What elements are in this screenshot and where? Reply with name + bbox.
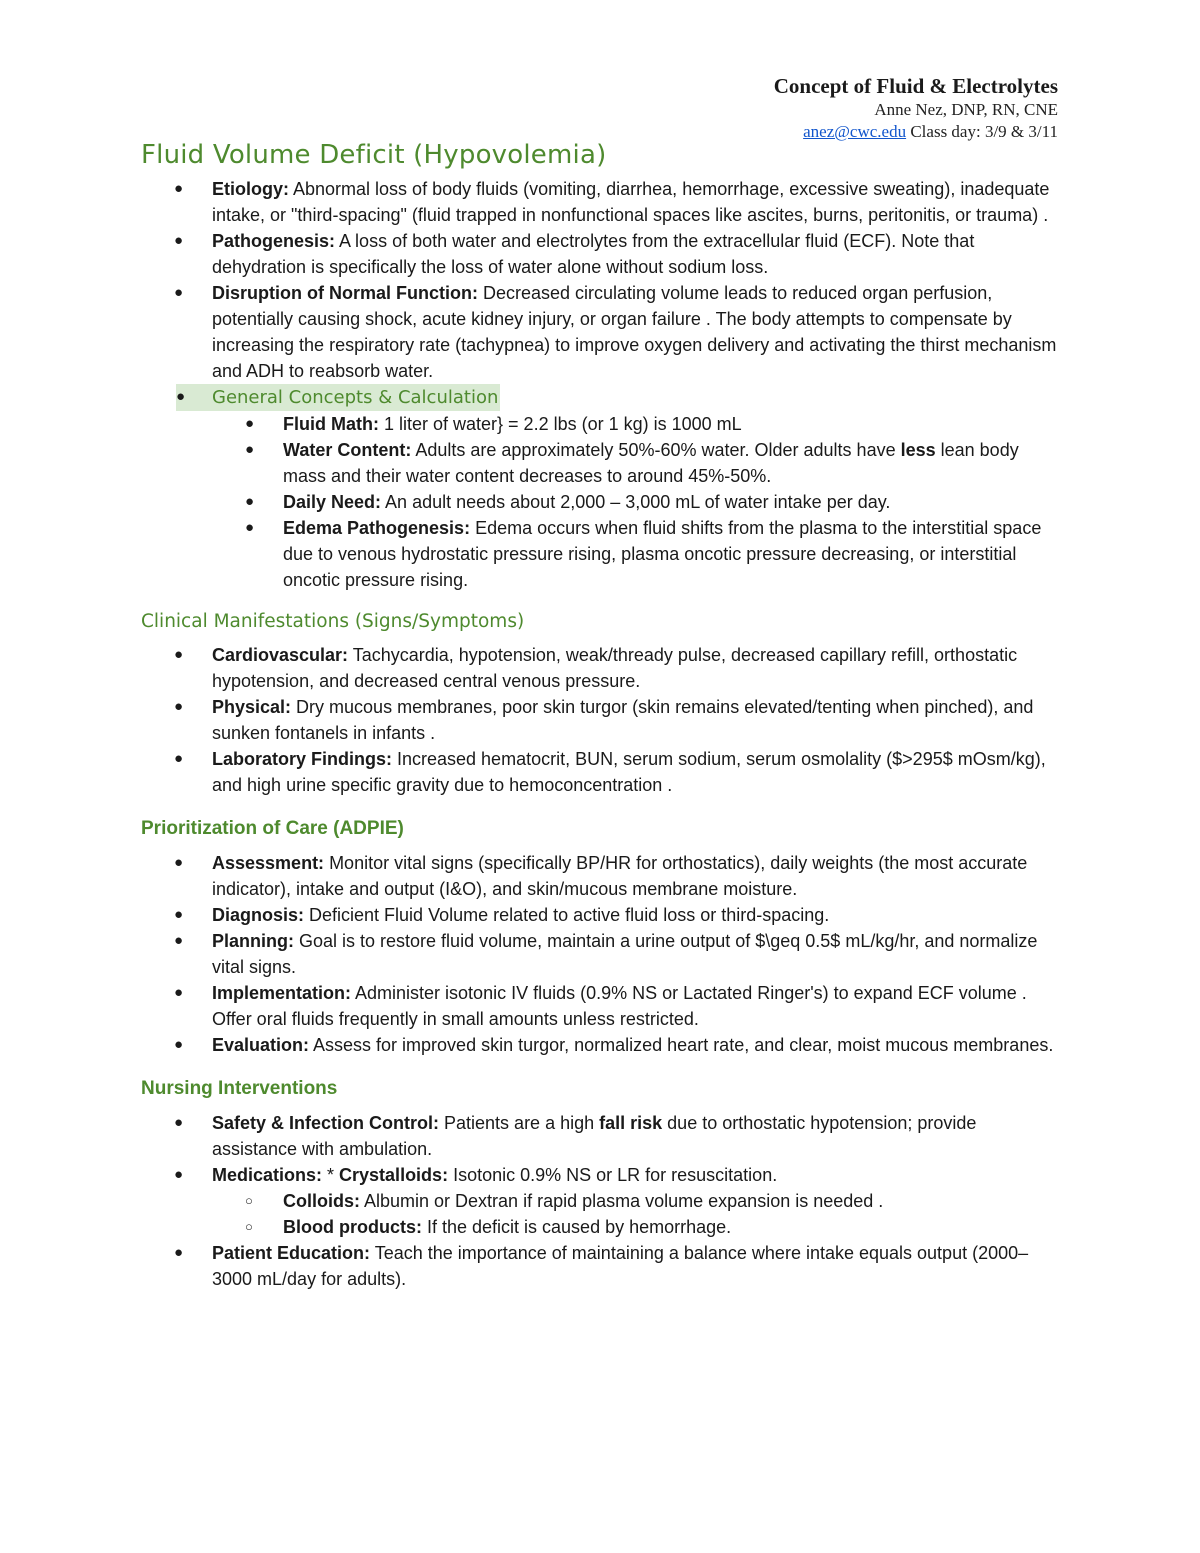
item-emphasis: fall risk [599, 1113, 663, 1133]
document-title: Concept of Fluid & Electrolytes [773, 74, 1058, 98]
general-concepts-heading: General Concepts & Calculation [212, 387, 499, 408]
section-heading-clinical: Clinical Manifestations (Signs/Symptoms) [141, 611, 525, 632]
item-text: Abnormal loss of body fluids (vomiting, diarrhea, hemorrhage, excessive sweating), inadequate intake, or "third-spacing" (fluid trapped in nonfunctional spaces like ascites, burns, peritonitis, or trauma) . [212, 179, 1050, 225]
item-label: Pathogenesis: [212, 231, 336, 251]
bullet-icon: ● [245, 441, 255, 458]
list-item [141, 642, 1061, 694]
item-label: Diagnosis: [212, 905, 305, 925]
item-text: Teach the importance of maintaining a balance where intake equals output (2000–3000 mL/day for adults). [212, 1243, 1029, 1289]
list-item [141, 980, 1061, 1032]
item-text: A loss of both water and electrolytes from the extracellular fluid (ECF). Note that dehydration is specifically the loss of water alone without sodium loss. [212, 231, 975, 277]
list-item [141, 1032, 1061, 1058]
hollow-bullet-icon: ○ [245, 1193, 253, 1208]
general-concepts-item [141, 384, 1061, 411]
item-label: Laboratory Findings: [212, 749, 392, 769]
item-label: Patient Education: [212, 1243, 371, 1263]
bullet-icon: ● [174, 1244, 184, 1261]
item-label: Water Content: [283, 440, 412, 460]
item-text: Adults are approximately 50%-60% water. Older adults have [411, 440, 901, 460]
list-item [141, 411, 1061, 437]
list-item [141, 850, 1061, 902]
bullet-icon: ● [174, 180, 184, 197]
hollow-bullet-icon: ○ [245, 1219, 253, 1234]
item-label: Assessment: [212, 853, 325, 873]
item-text: Increased hematocrit, BUN, serum sodium, serum osmolality ($>295$ mOsm/kg), and high urine specific gravity due to hemoconcentration . [212, 749, 1046, 795]
item-label: Daily Need: [283, 492, 382, 512]
item-label: Physical: [212, 697, 292, 717]
item-text: Tachycardia, hypotension, weak/thready pulse, decreased capillary refill, orthostatic hypotension, and decreased central venous pressure. [212, 645, 1018, 691]
item-emphasis: Crystalloids: [339, 1165, 449, 1185]
item-text: Isotonic 0.9% NS or LR for resuscitation. [448, 1165, 778, 1185]
item-label: Etiology: [212, 179, 289, 199]
bullet-icon: ● [174, 1166, 184, 1183]
bullet-icon: ● [245, 415, 255, 432]
bullet-icon: ● [174, 932, 184, 949]
list-item [141, 1162, 1061, 1188]
item-text: An adult needs about 2,000 – 3,000 mL of water intake per day. [381, 492, 891, 512]
item-label: Planning: [212, 931, 294, 951]
item-label: Fluid Math: [283, 414, 379, 434]
item-label: Evaluation: [212, 1035, 310, 1055]
list-item [141, 694, 1061, 746]
item-label: Implementation: [212, 983, 352, 1003]
bullet-icon: ● [176, 388, 186, 405]
section-heading-adpie: Prioritization of Care (ADPIE) [141, 818, 404, 839]
bullet-icon: ● [245, 493, 255, 510]
document-header [774, 73, 1058, 143]
item-text: Goal is to restore fluid volume, maintain a urine output of $\geq 0.5$ mL/kg/hr, and normalize vital signs. [212, 931, 1038, 977]
item-text: Dry mucous membranes, poor skin turgor (skin remains elevated/tenting when pinched), and sunken fontanels in infants . [212, 697, 1034, 743]
item-label: Medications: [212, 1165, 323, 1185]
list-item [141, 928, 1061, 980]
item-text: 1 liter of water} = 2.2 lbs (or 1 kg) is 1000 mL [378, 414, 742, 434]
list-item [141, 437, 1061, 489]
bullet-icon: ● [174, 698, 184, 715]
hypovolemia-list [141, 176, 1061, 593]
item-text: Deficient Fluid Volume related to active fluid loss or third-spacing. [304, 905, 830, 925]
list-item [141, 902, 1061, 928]
bullet-icon: ● [174, 1036, 184, 1053]
bullet-icon: ● [245, 519, 255, 536]
list-item [141, 746, 1061, 798]
list-item [141, 1110, 1061, 1162]
bullet-icon: ● [174, 854, 184, 871]
item-label: Disruption of Normal Function: [212, 283, 478, 303]
section-heading-interventions: Nursing Interventions [141, 1078, 338, 1099]
item-text: Edema occurs when fluid shifts from the plasma to the interstitial space due to venous hydrostatic pressure rising, plasma oncotic pressure decreasing, or interstitial oncotic pressure rising. [283, 518, 1042, 590]
author-line: Anne Nez, DNP, RN, CNE [874, 100, 1058, 119]
list-item [141, 515, 1061, 593]
item-text: Albumin or Dextran if rapid plasma volume expansion is needed . [360, 1191, 884, 1211]
item-label: Blood products: [283, 1217, 422, 1237]
item-text: lean body mass and their water content decreases to around 45%-50%. [283, 440, 1019, 486]
item-label: Cardiovascular: [212, 645, 349, 665]
list-item [141, 1240, 1061, 1292]
item-label: Edema Pathogenesis: [283, 518, 471, 538]
item-text: Decreased circulating volume leads to reduced organ perfusion, potentially causing shock, acute kidney injury, or organ failure . The body attempts to compensate by increasing the respiratory rate (tachypnea) to improve oxygen delivery and activating the thirst mechanism and ADH to reabsorb water. [212, 283, 1057, 381]
class-day: Class day: 3/9 & 3/11 [906, 122, 1058, 141]
item-text: due to orthostatic hypotension; provide assistance with ambulation. [212, 1113, 977, 1159]
item-text: Assess for improved skin turgor, normalized heart rate, and clear, moist mucous membranes. [309, 1035, 1054, 1055]
item-label: Colloids: [283, 1191, 360, 1211]
item-text: Monitor vital signs (specifically BP/HR for orthostatics), daily weights (the most accurate indicator), intake and output (I&O), and skin/mucous membrane moisture. [212, 853, 1028, 899]
section-heading-hypovolemia: Fluid Volume Deficit (Hypovolemia) [141, 140, 607, 170]
document-body [141, 140, 1061, 1292]
interventions-list [141, 1110, 1061, 1292]
adpie-list [141, 850, 1061, 1058]
item-text: * [322, 1165, 340, 1185]
email-link[interactable]: anez@cwc.edu [803, 122, 907, 141]
list-item [141, 228, 1061, 280]
clinical-list [141, 642, 1061, 798]
list-item [141, 489, 1061, 515]
item-text: If the deficit is caused by hemorrhage. [421, 1217, 732, 1237]
bullet-icon: ● [174, 646, 184, 663]
bullet-icon: ● [174, 750, 184, 767]
bullet-icon: ● [174, 232, 184, 249]
item-text: Administer isotonic IV fluids (0.9% NS or Lactated Ringer's) to expand ECF volume . Offer oral fluids frequently in small amounts unless restricted. [212, 983, 1027, 1029]
bullet-icon: ● [174, 906, 184, 923]
bullet-icon: ● [174, 1114, 184, 1131]
list-item [141, 1214, 1061, 1240]
item-emphasis: less [900, 440, 936, 460]
item-label: Safety & Infection Control: [212, 1113, 440, 1133]
item-text: Patients are a high [439, 1113, 600, 1133]
bullet-icon: ● [174, 984, 184, 1001]
list-item [141, 1188, 1061, 1214]
list-item [141, 280, 1061, 384]
list-item [141, 176, 1061, 228]
bullet-icon: ● [174, 284, 184, 301]
